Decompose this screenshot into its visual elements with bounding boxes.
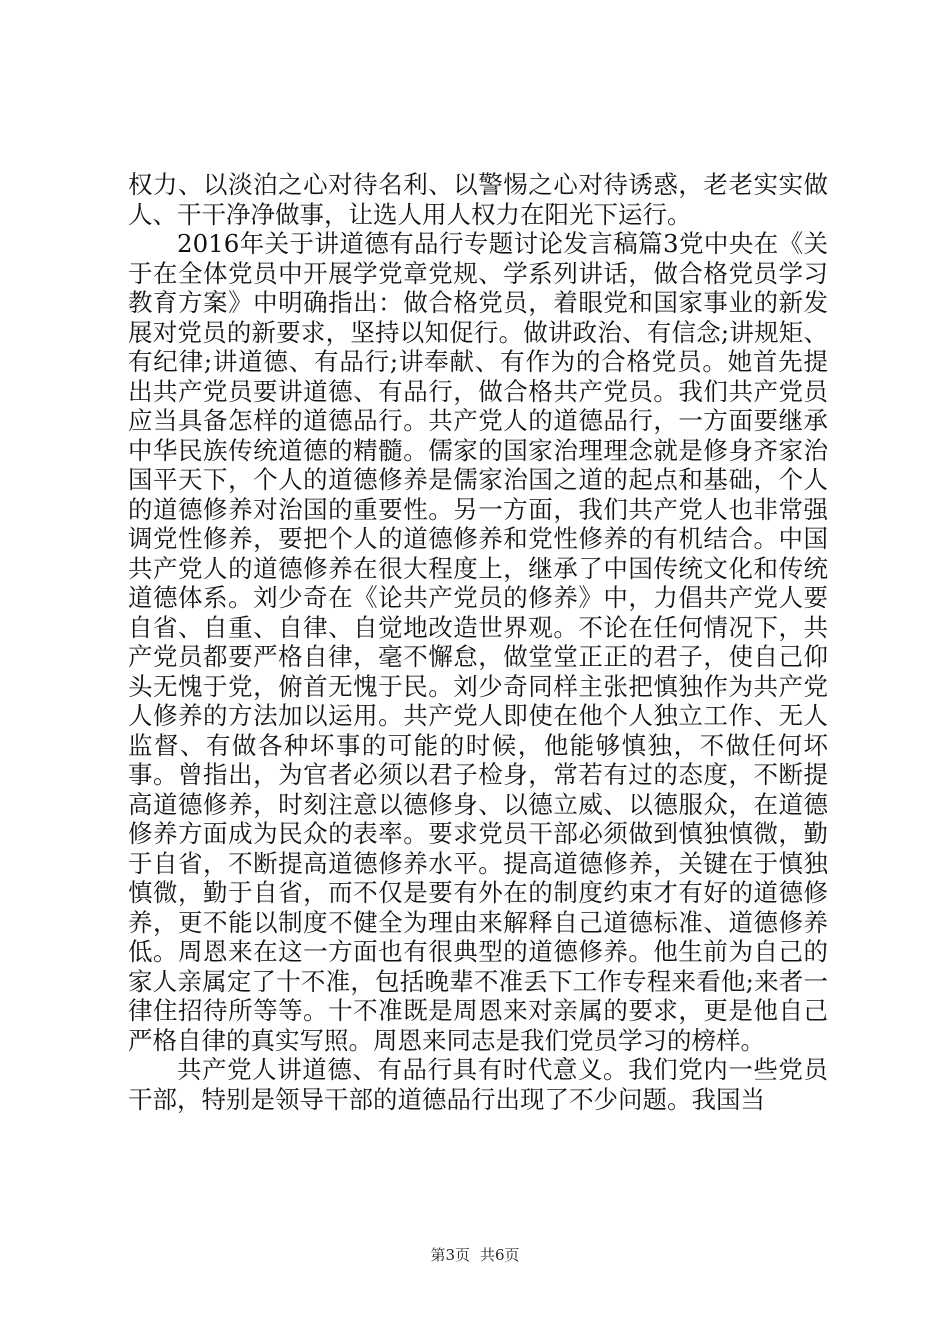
paragraph-next: 共产党人讲道德、有品行具有时代意义。我们党内一些党员干部，特别是领导干部的道德品行出现了不少问题。我国当 (128, 1055, 828, 1114)
page-total: 共6页 (480, 1246, 520, 1264)
page-footer (0, 1245, 950, 1265)
paragraph-continuation: 权力、以淡泊之心对待名利、以警惕之心对待诱惑，老老实实做人、干干净净做事，让选人用人权力在阳光下运行。 (128, 170, 828, 229)
document-body (128, 170, 828, 1114)
page-number: 第3页 (430, 1246, 470, 1264)
paragraph-main: 2016年关于讲道德有品行专题讨论发言稿篇3党中央在《关于在全体党员中开展学党章党规、学系列讲话，做合格党员学习教育方案》中明确指出：做合格党员，着眼党和国家事业的新发展对党员的新要求，坚持以知促行。做讲政治、有信念;讲规矩、有纪律;讲道德、有品行;讲奉献、有作为的合格党员。她首先提出共产党员要讲道德、有品行，做合格共产党员。我们共产党员应当具备怎样的道德品行。共产党人的道德品行，一方面要继承中华民族传统道德的精髓。儒家的国家治理理念就是修身齐家治国平天下，个人的道德修养是儒家治国之道的起点和基础，个人的道德修养对治国的重要性。另一方面，我们共产党人也非常强调党性修养，要把个人的道德修养和党性修养的有机结合。中国共产党人的道德修养在很大程度上，继承了中国传统文化和传统道德体系。刘少奇在《论共产党员的修养》中，力倡共产党人要自省、自重、自律、自觉地改造世界观。不论在任何情况下，共产党员都要严格自律，毫不懈怠，做堂堂正正的君子，使自己仰头无愧于党，俯首无愧于民。刘少奇同样主张把慎独作为共产党人修养的方法加以运用。共产党人即使在他个人独立工作、无人监督、有做各种坏事的可能的时候，他能够慎独，不做任何坏事。曾指出，为官者必须以君子检身，常若有过的态度，不断提高道德修养，时刻注意以德修身、以德立威、以德服众，在道德修养方面成为民众的表率。要求党员干部必须做到慎独慎微，勤于自省，不断提高道德修养水平。提高道德修养，关键在于慎独慎微，勤于自省，而不仅是要有外在的制度约束才有好的道德修养，更不能以制度不健全为理由来解释自己道德标准、道德修养低。周恩来在这一方面也有很典型的道德修养。他生前为自己的家人亲属定了十不准，包括晚辈不准丢下工作专程来看他;来者一律住招待所等等。十不准既是周恩来对亲属的要求，更是他自己严格自律的真实写照。周恩来同志是我们党员学习的榜样。 (128, 229, 828, 1055)
